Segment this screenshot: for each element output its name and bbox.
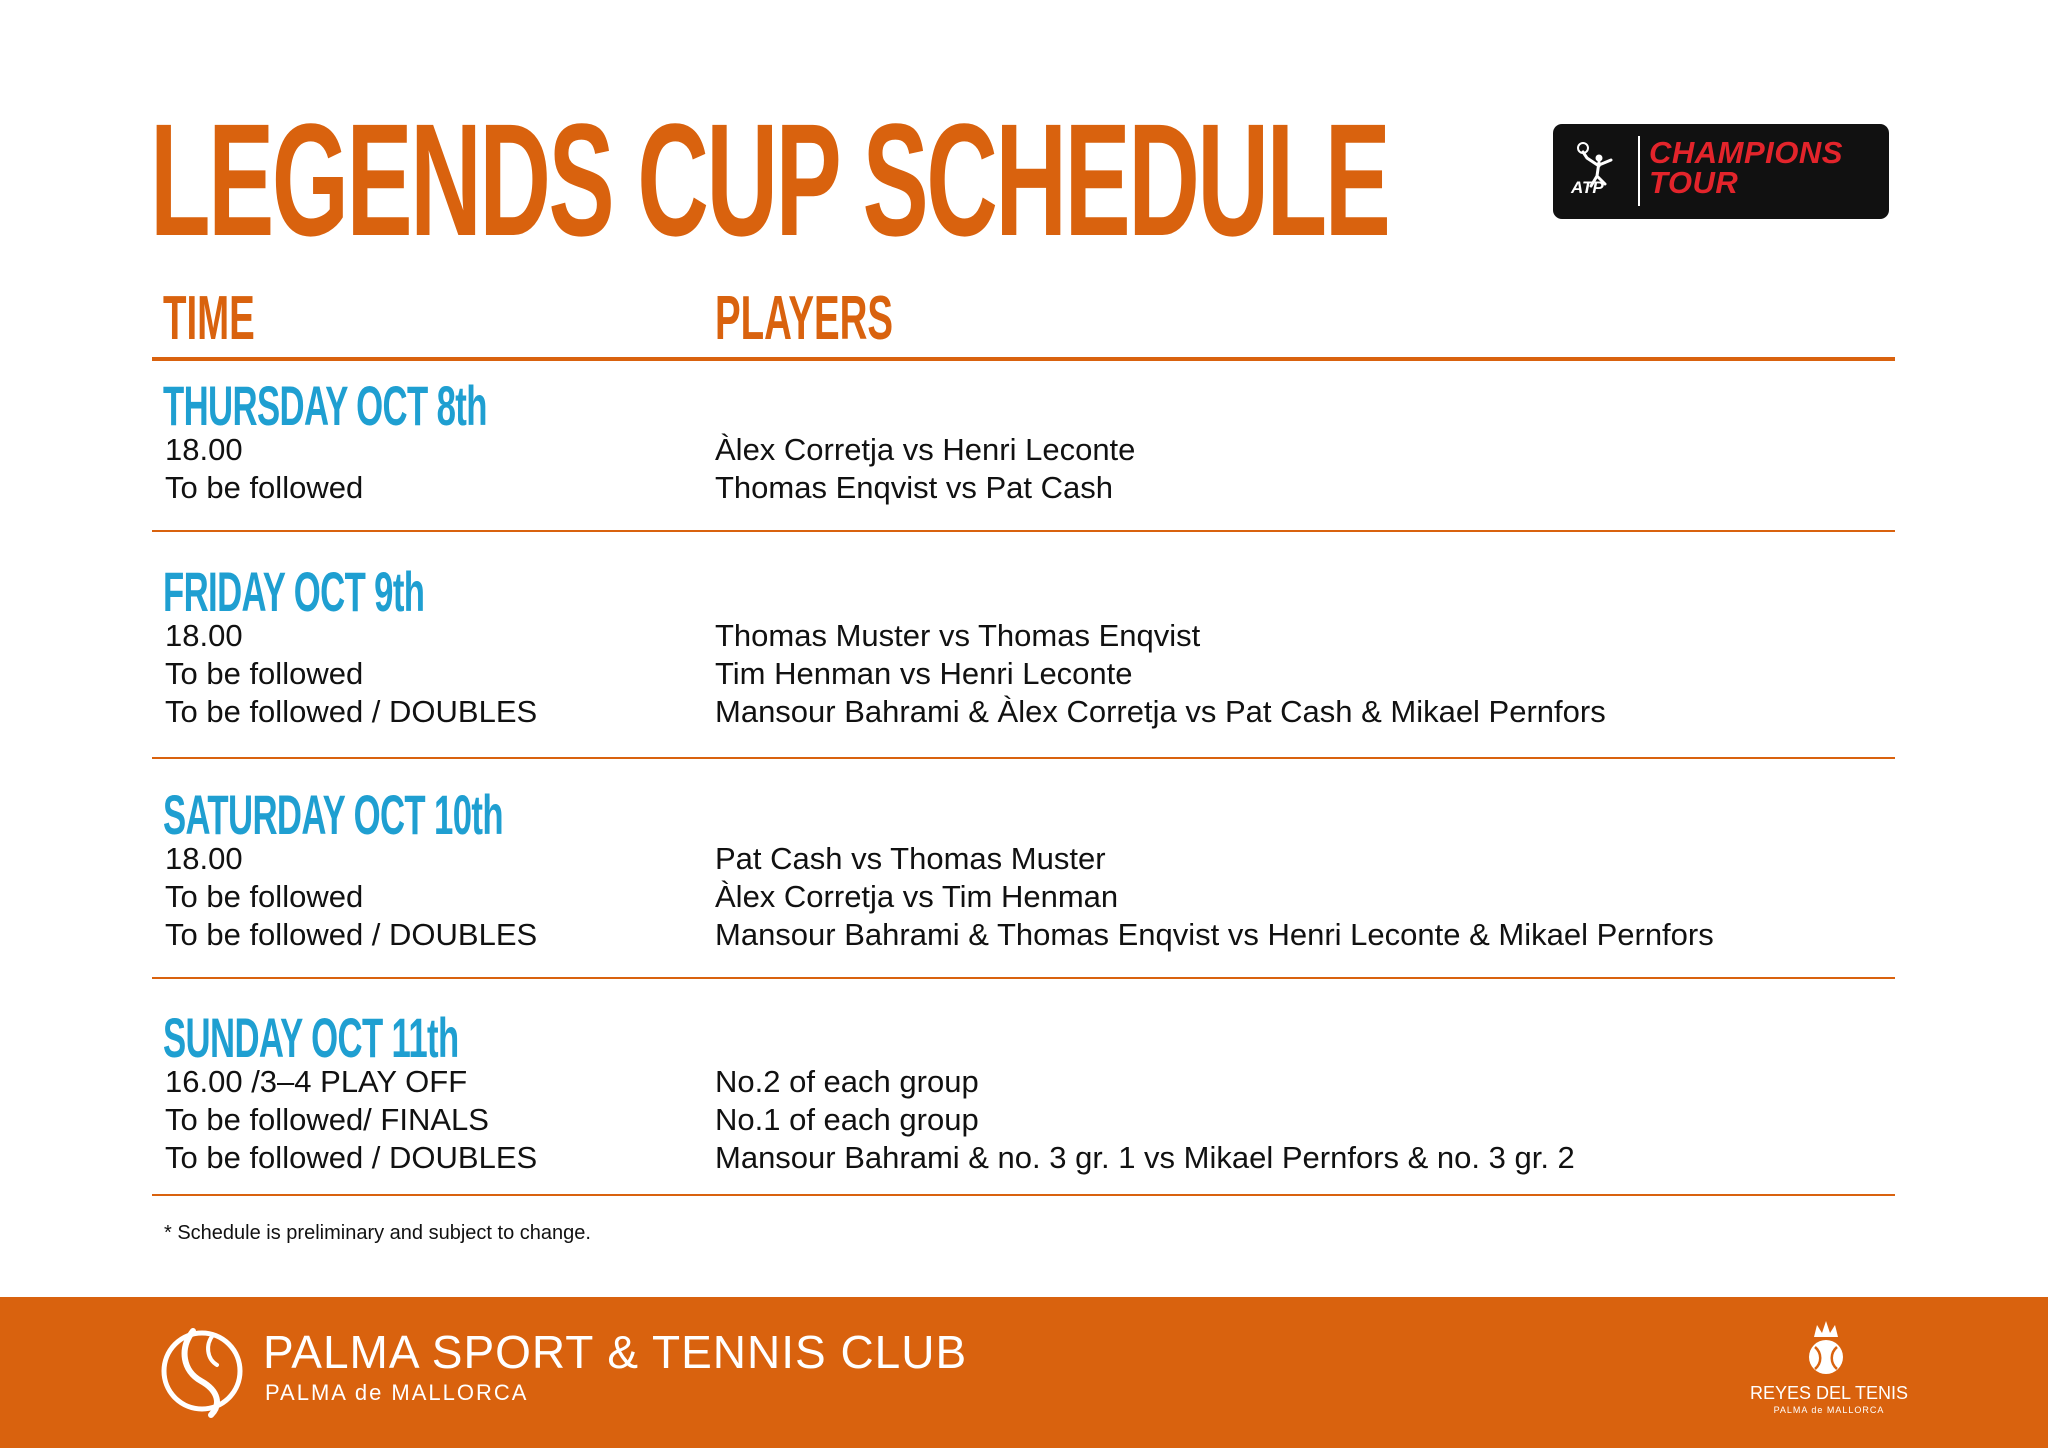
players-cell: No.1 of each group (715, 1102, 979, 1137)
time-cell: 18.00 (165, 618, 243, 653)
day-divider (152, 977, 1895, 979)
time-cell: 18.00 (165, 841, 243, 876)
day-title-friday: FRIDAY OCT 9th (163, 560, 425, 623)
time-cell: To be followed / DOUBLES (165, 1140, 538, 1175)
day-title-saturday: SATURDAY OCT 10th (163, 783, 503, 846)
players-cell: Thomas Muster vs Thomas Enqvist (715, 618, 1201, 653)
club-location: PALMA de MALLORCA (265, 1380, 529, 1405)
time-cell: To be followed / DOUBLES (165, 917, 538, 952)
players-cell: Thomas Enqvist vs Pat Cash (715, 470, 1113, 505)
time-cell: To be followed (165, 656, 364, 691)
crowned-ball-logo-icon (1806, 1317, 1846, 1379)
players-cell: No.2 of each group (715, 1064, 979, 1099)
champions-tour-text: CHAMPIONS TOUR (1649, 135, 1843, 200)
day-divider (152, 757, 1895, 759)
players-cell: Pat Cash vs Thomas Muster (715, 841, 1106, 876)
day-title-thursday: THURSDAY OCT 8th (163, 374, 487, 437)
time-cell: To be followed (165, 879, 364, 914)
day-divider (152, 530, 1895, 532)
players-cell: Mansour Bahrami & Àlex Corretja vs Pat Cash & Mikael Pernfors (715, 694, 1606, 729)
logo-separator (1638, 136, 1640, 206)
page-title: LEGENDS CUP SCHEDULE (150, 90, 1389, 269)
players-cell: Àlex Corretja vs Henri Leconte (715, 432, 1136, 467)
time-cell: To be followed / DOUBLES (165, 694, 538, 729)
players-cell: Àlex Corretja vs Tim Henman (715, 879, 1119, 914)
players-column-header: PLAYERS (715, 284, 894, 353)
atp-champions-tour-logo (1553, 124, 1889, 219)
reyes-del-tenis-location: PALMA de MALLORCA (1773, 1405, 1885, 1415)
time-cell: To be followed/ FINALS (165, 1102, 489, 1137)
time-cell: 16.00 /3–4 PLAY OFF (165, 1064, 468, 1099)
atp-text: ATP (1571, 178, 1604, 197)
players-cell: Tim Henman vs Henri Leconte (715, 656, 1133, 691)
time-column-header: TIME (163, 284, 255, 353)
day-title-sunday: SUNDAY OCT 11th (163, 1006, 459, 1069)
players-cell: Mansour Bahrami & Thomas Enqvist vs Henri Leconte & Mikael Pernfors (715, 917, 1714, 952)
club-name: PALMA SPORT & TENNIS CLUB (263, 1326, 968, 1378)
players-cell: Mansour Bahrami & no. 3 gr. 1 vs Mikael Pernfors & no. 3 gr. 2 (715, 1140, 1575, 1175)
tennis-ball-logo-icon (155, 1319, 250, 1419)
footnote: * Schedule is preliminary and subject to change. (164, 1222, 591, 1244)
footer-bar (0, 1297, 2048, 1448)
time-cell: 18.00 (165, 432, 243, 467)
header-divider (152, 357, 1895, 361)
reyes-del-tenis-name: REYES DEL TENIS (1749, 1383, 1909, 1403)
time-cell: To be followed (165, 470, 364, 505)
day-divider (152, 1194, 1895, 1196)
